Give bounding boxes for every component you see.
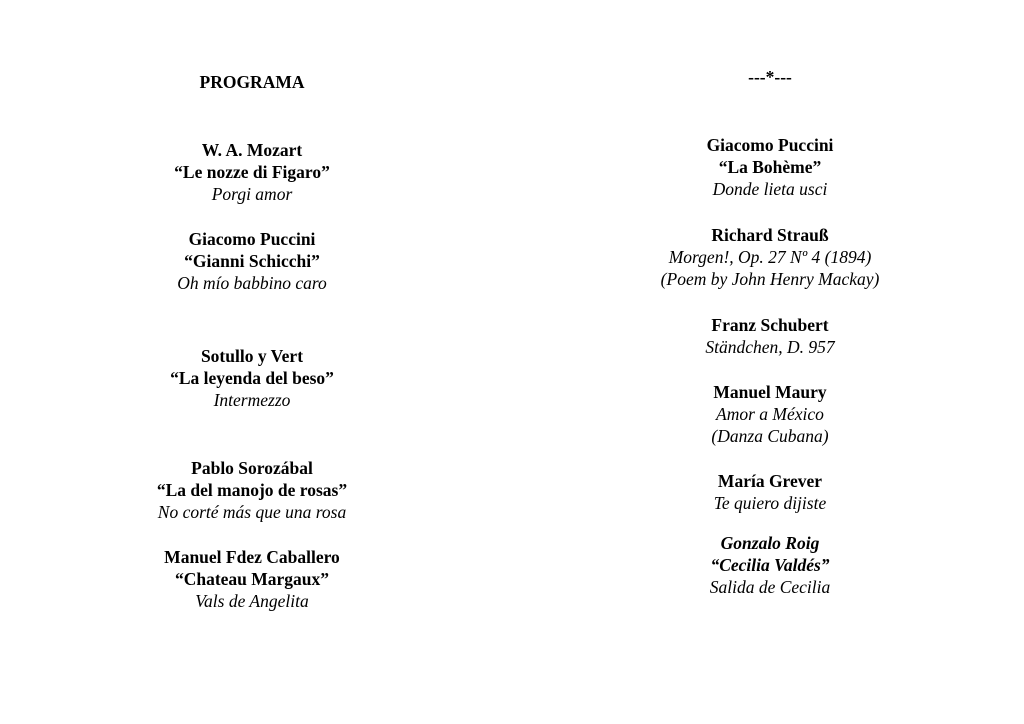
- piece-aria: Intermezzo: [213, 390, 291, 410]
- piece-note: (Danza Cubana): [711, 426, 829, 446]
- piece-composer: Gonzalo Roig: [720, 533, 820, 553]
- piece-work: “La Bohème”: [718, 157, 822, 177]
- piece-composer: W. A. Mozart: [201, 140, 303, 160]
- piece-work: “Gianni Schicchi”: [184, 251, 320, 271]
- piece-composer: Sotullo y Vert: [200, 346, 304, 366]
- piece-aria: Te quiero dijiste: [713, 493, 827, 513]
- program-heading: PROGRAMA: [199, 72, 305, 92]
- piece-work: “Cecilia Valdés”: [710, 555, 830, 575]
- piece-composer: Manuel Fdez Caballero: [164, 547, 340, 567]
- piece-composer: Franz Schubert: [711, 315, 829, 335]
- piece-note: (Poem by John Henry Mackay): [660, 269, 880, 289]
- piece-aria: Ständchen, D. 957: [705, 337, 835, 357]
- piece-composer: Giacomo Puccini: [706, 135, 834, 155]
- piece-aria: No corté más que una rosa: [157, 502, 347, 522]
- piece-work: “Chateau Margaux”: [174, 569, 330, 589]
- piece-aria: Morgen!, Op. 27 Nº 4 (1894): [668, 247, 872, 267]
- piece-aria: Oh mío babbino caro: [177, 273, 327, 293]
- piece-composer: Manuel Maury: [713, 382, 827, 402]
- piece-aria: Donde lieta usci: [712, 179, 828, 199]
- piece-work: “La del manojo de rosas”: [156, 480, 348, 500]
- piece-work: “La leyenda del beso”: [170, 368, 334, 388]
- piece-composer: María Grever: [717, 471, 823, 491]
- piece-work: “Le nozze di Figaro”: [174, 162, 330, 182]
- piece-aria: Vals de Angelita: [195, 591, 309, 611]
- section-separator: ---*---: [748, 67, 792, 87]
- piece-composer: Pablo Sorozábal: [191, 458, 313, 478]
- piece-aria: Amor a México: [716, 404, 824, 424]
- piece-aria: Porgi amor: [211, 184, 293, 204]
- piece-composer: Richard Strauß: [711, 225, 829, 245]
- piece-composer: Giacomo Puccini: [188, 229, 316, 249]
- piece-aria: Salida de Cecilia: [709, 577, 831, 597]
